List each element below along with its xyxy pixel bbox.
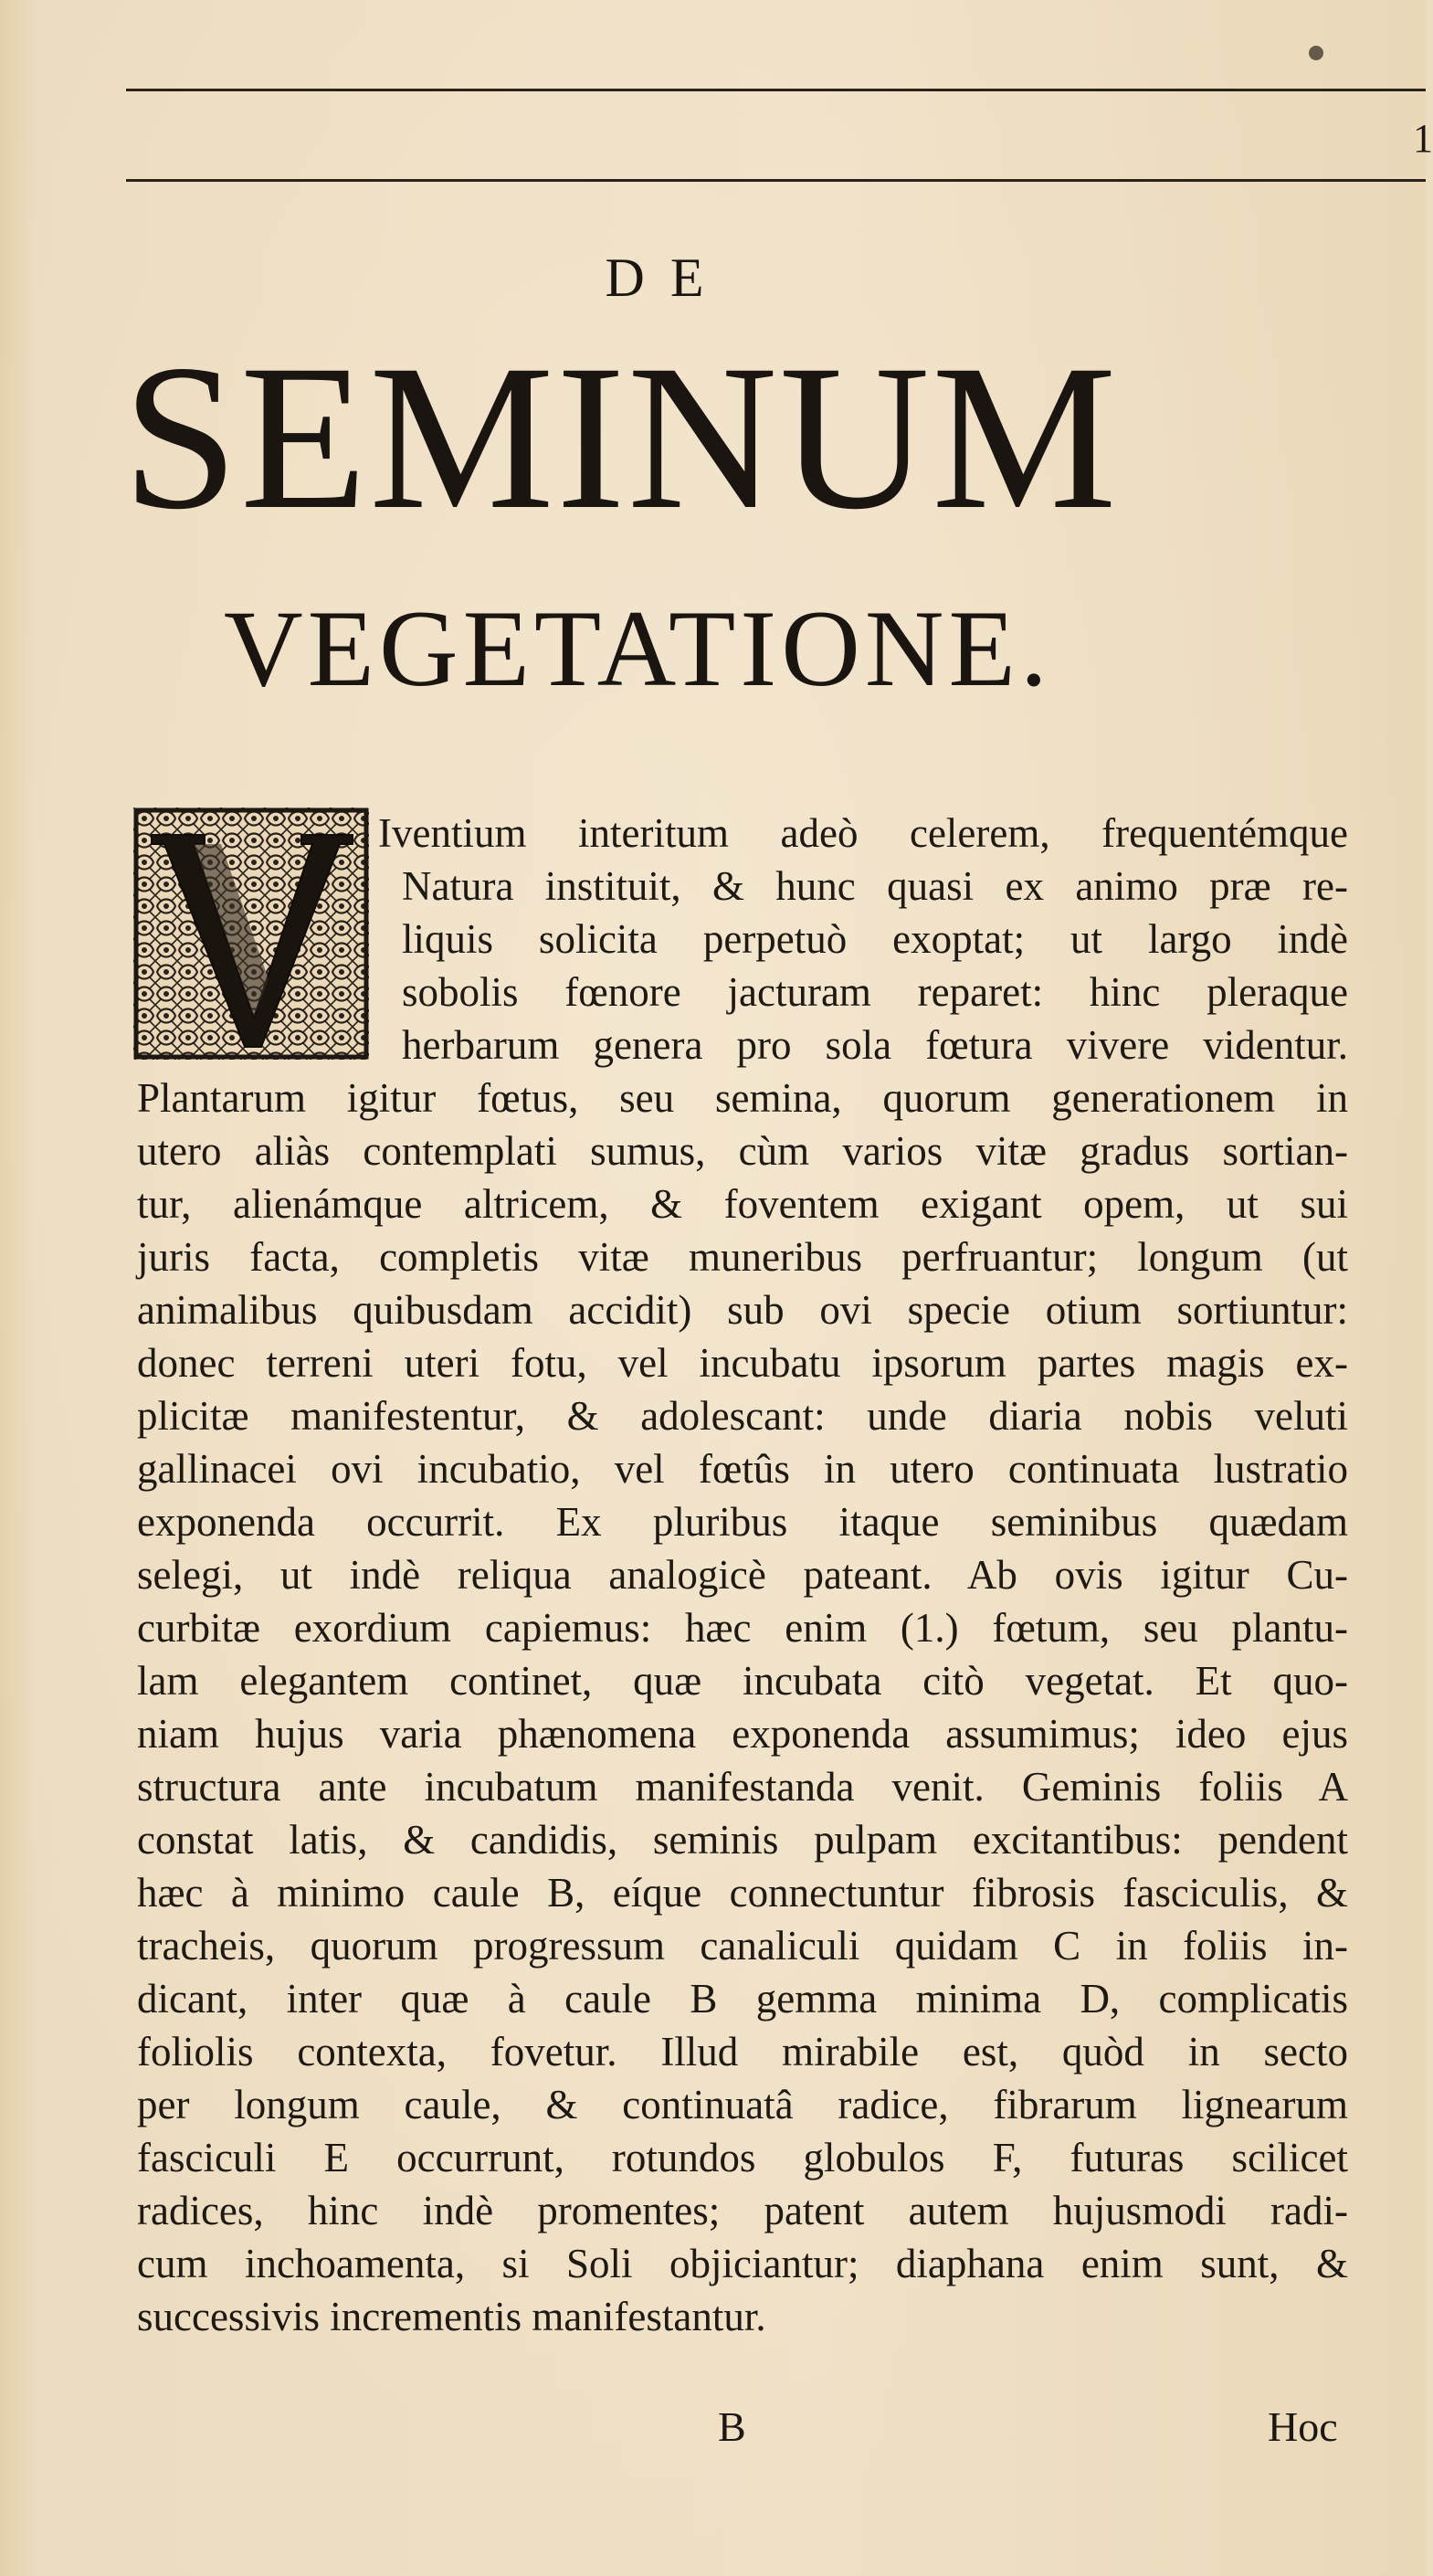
- text-line: selegi, ut indè reliqua analogicè pateant. Ab ovis igitur Cu-: [137, 1552, 1348, 1598]
- text-line: lam elegantem continet, quæ incubata citò vegetat. Et quo-: [137, 1658, 1348, 1704]
- catchword: Hoc: [1268, 2403, 1338, 2450]
- text-line: Natura instituit, & hunc quasi ex animo præ re-: [402, 863, 1348, 909]
- signature-mark: B: [718, 2403, 746, 2450]
- text-line: radices, hinc indè promentes; patent autem hujusmodi radi-: [137, 2188, 1348, 2233]
- text-line: animalibus quibusdam accidit) sub ovi specie otium sortiuntur:: [137, 1287, 1348, 1333]
- initial-letter-text: V: [250, 1047, 252, 1048]
- text-line: sobolis fœnore jacturam reparet: hinc pleraque: [402, 969, 1348, 1015]
- title-seminum: SEMINUM: [122, 322, 1119, 553]
- header-rule-bottom: [126, 179, 1426, 182]
- title-vegetatione: VEGETATIONE.: [224, 587, 1052, 709]
- decorated-initial-v: [133, 808, 369, 1060]
- text-line: constat latis, & candidis, seminis pulpam excitantibus: pendent: [137, 1817, 1348, 1863]
- title-de: DE: [605, 248, 730, 308]
- text-line: per longum caule, & continuatâ radice, fibrarum lignearum: [137, 2082, 1348, 2127]
- text-line: liquis solicita perpetuò exoptat; ut largo indè: [402, 916, 1348, 962]
- header-rule-top: [126, 89, 1426, 91]
- text-line: tur, alienámque altricem, & foventem exigant opem, ut sui: [137, 1181, 1348, 1227]
- ink-blot: [1309, 46, 1323, 60]
- text-line: Plantarum igitur fœtus, seu semina, quorum generationem in: [137, 1075, 1348, 1121]
- text-line: herbarum genera pro sola fœtura vivere videntur.: [402, 1022, 1348, 1068]
- text-line: utero aliàs contemplati sumus, cùm varios vitæ gradus sortian-: [137, 1128, 1348, 1174]
- text-line: dicant, inter quæ à caule B gemma minima D, complicatis: [137, 1976, 1348, 2022]
- text-line: exponenda occurrit. Ex pluribus itaque seminibus quædam: [137, 1499, 1348, 1545]
- text-line: curbitæ exordium capiemus: hæc enim (1.) fœtum, seu plantu-: [137, 1605, 1348, 1651]
- text-line: Iventium interitum adeò celerem, frequentémque: [378, 810, 1348, 856]
- text-line: donec terreni uteri fotu, vel incubatu ipsorum partes magis ex-: [137, 1340, 1348, 1386]
- text-line: juris facta, completis vitæ muneribus perfruantur; longum (ut: [137, 1234, 1348, 1280]
- text-line: gallinacei ovi incubatio, vel fœtûs in utero continuata lustratio: [137, 1446, 1348, 1492]
- text-line: hæc à minimo caule B, eíque connectuntur fibrosis fasciculis, &: [137, 1870, 1348, 1916]
- text-line: fasciculi E occurrunt, rotundos globulos F, futuras scilicet: [137, 2135, 1348, 2180]
- text-line: cum inchoamenta, si Soli objiciantur; diaphana enim sunt, &: [137, 2241, 1348, 2286]
- text-line: structura ante incubatum manifestanda venit. Geminis foliis A: [137, 1764, 1348, 1810]
- page-number: 1: [1413, 116, 1433, 161]
- text-line: successivis incrementis manifestantur.: [137, 2294, 766, 2339]
- text-line: plicitæ manifestentur, & adolescant: unde diaria nobis veluti: [137, 1393, 1348, 1439]
- text-line: niam hujus varia phænomena exponenda assumimus; ideo ejus: [137, 1711, 1348, 1757]
- text-line: tracheis, quorum progressum canaliculi quidam C in foliis in-: [137, 1923, 1348, 1969]
- text-line: foliolis contexta, fovetur. Illud mirabile est, quòd in secto: [137, 2029, 1348, 2075]
